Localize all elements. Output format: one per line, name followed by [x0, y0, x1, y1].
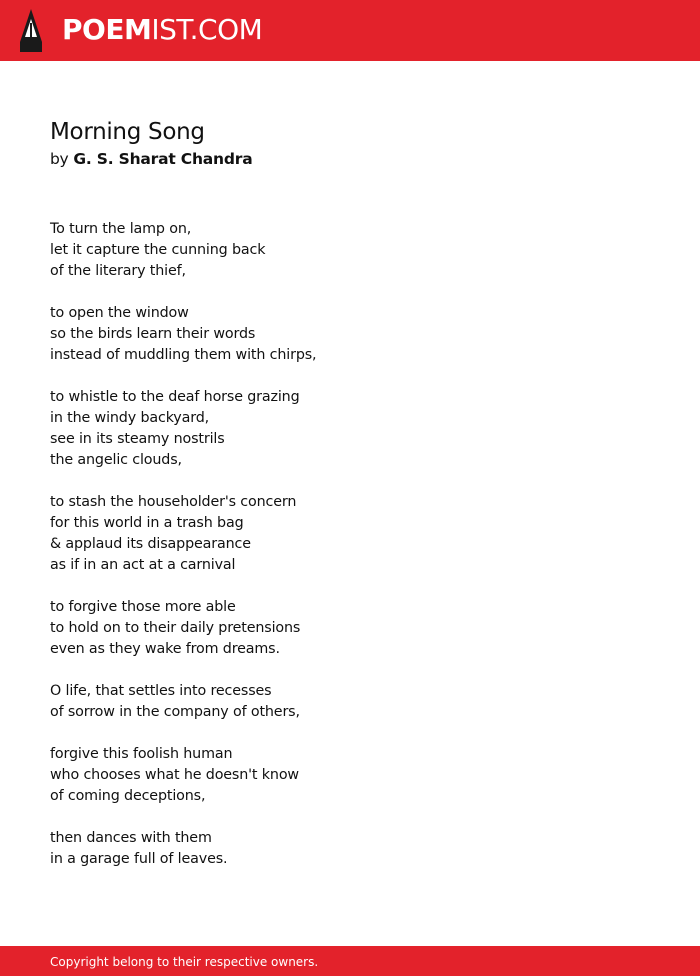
poem-stanza — [50, 744, 316, 807]
poem-line: even as they wake from dreams. — [50, 641, 280, 657]
poem-line: then dances with them — [50, 830, 212, 846]
poem-stanza — [50, 681, 316, 723]
by-label: by — [50, 150, 69, 168]
site-footer — [0, 946, 700, 976]
poem-stanza — [50, 219, 316, 282]
poem-byline — [50, 148, 252, 170]
poem-line: instead of muddling them with chirps, — [50, 347, 317, 363]
poem-line: who chooses what he doesn't know — [50, 767, 299, 783]
poem-line: to stash the householder's concern — [50, 494, 297, 510]
poem-line: as if in an act at a carnival — [50, 557, 236, 573]
poem-stanza — [50, 303, 316, 366]
copyright-notice: Copyright belong to their respective owners. — [50, 955, 319, 969]
poem-line: see in its steamy nostrils — [50, 431, 225, 447]
pen-nib-logo-icon[interactable] — [18, 9, 44, 52]
site-logo[interactable] — [62, 12, 262, 48]
poem-line: to whistle to the deaf horse grazing — [50, 389, 300, 405]
poem-line: the angelic clouds, — [50, 452, 182, 468]
poem-line: let it capture the cunning back — [50, 242, 266, 258]
poem-title: Morning Song — [50, 119, 205, 145]
poem-stanza — [50, 387, 316, 471]
poem-body — [50, 219, 316, 891]
poem-line: of sorrow in the company of others, — [50, 704, 300, 720]
author-name: G. S. Sharat Chandra — [73, 150, 253, 168]
logo-light-text: IST.COM — [151, 13, 263, 46]
poem-line: To turn the lamp on, — [50, 221, 192, 237]
site-header — [0, 0, 700, 61]
poem-line: & applaud its disappearance — [50, 536, 251, 552]
poem-line: so the birds learn their words — [50, 326, 256, 342]
poem-line: of the literary thief, — [50, 263, 186, 279]
poem-line: to hold on to their daily pretensions — [50, 620, 301, 636]
logo-bold-text: POEM — [62, 13, 152, 46]
poem-stanza — [50, 597, 316, 660]
poem-line: O life, that settles into recesses — [50, 683, 272, 699]
poem-line: in the windy backyard, — [50, 410, 210, 426]
poem-line: in a garage full of leaves. — [50, 851, 228, 867]
poem-line: for this world in a trash bag — [50, 515, 244, 531]
poem-stanza — [50, 828, 316, 870]
poem-line: of coming deceptions, — [50, 788, 206, 804]
poem-line: to forgive those more able — [50, 599, 236, 615]
poem-stanza — [50, 492, 316, 576]
poem-line: to open the window — [50, 305, 189, 321]
poem-line: forgive this foolish human — [50, 746, 233, 762]
